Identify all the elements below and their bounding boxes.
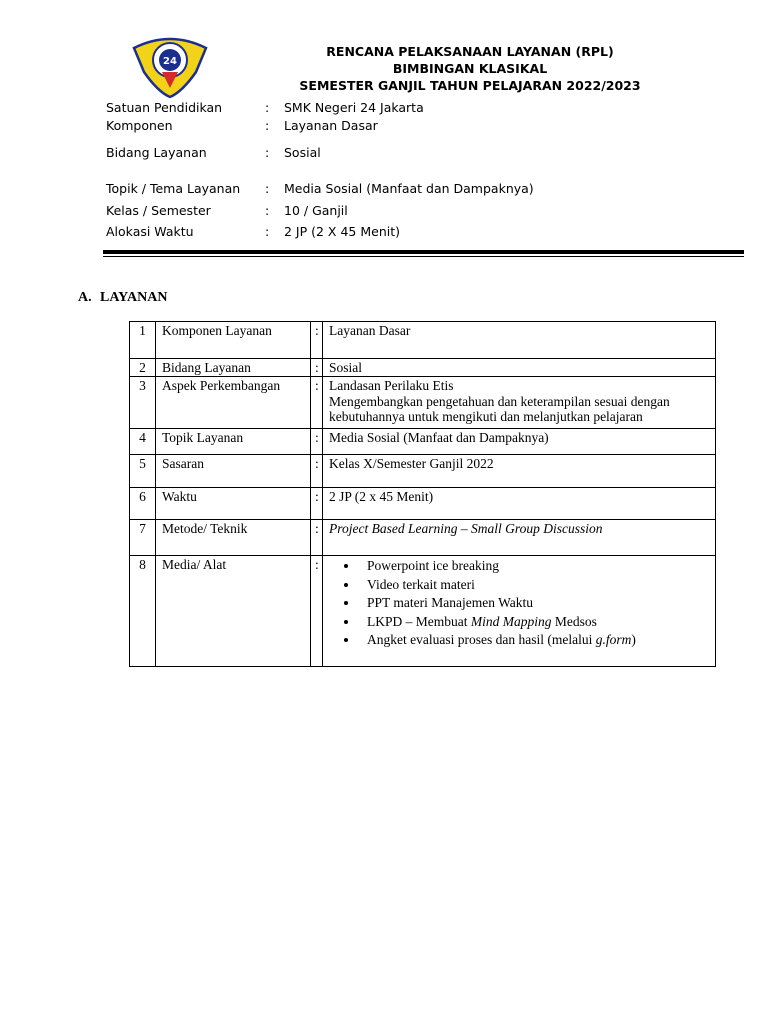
info-value: Layanan Dasar — [284, 118, 378, 133]
item-emphasis: g.form — [595, 632, 632, 647]
row-value: Kelas X/Semester Ganjil 2022 — [323, 455, 716, 488]
row-number: 3 — [130, 377, 156, 429]
list-item: • Video terkait materi — [359, 576, 709, 595]
row-number: 6 — [130, 488, 156, 520]
media-list — [329, 557, 709, 650]
document-title-line2: BIMBINGAN KLASIKAL — [392, 61, 548, 76]
table-row — [130, 455, 716, 488]
info-colon: : — [265, 203, 270, 218]
info-colon: : — [265, 145, 270, 160]
row-colon: : — [311, 429, 323, 455]
item-text: LKPD – Membuat — [367, 613, 471, 629]
info-value: Media Sosial (Manfaat dan Dampaknya) — [284, 181, 534, 196]
item-text: ) — [631, 632, 636, 647]
layanan-table — [129, 321, 716, 667]
row-colon: : — [311, 322, 323, 359]
row-value: Media Sosial (Manfaat dan Dampaknya) — [323, 429, 716, 455]
row-colon: : — [311, 520, 323, 556]
row-value — [323, 556, 716, 667]
document-title-line3: SEMESTER GANJIL TAHUN PELAJARAN 2022/2023 — [299, 78, 641, 93]
row-label: Aspek Perkembangan — [156, 377, 311, 429]
school-logo — [132, 32, 208, 98]
row-label: Metode/ Teknik — [156, 520, 311, 556]
info-label: Topik / Tema Layanan — [106, 181, 241, 196]
table-row — [130, 556, 716, 667]
table-row — [130, 322, 716, 359]
row-value: 2 JP (2 x 45 Menit) — [323, 488, 716, 520]
row-value: Project Based Learning – Small Group Discussion — [323, 520, 716, 556]
row-label: Bidang Layanan — [156, 359, 311, 377]
info-value: Sosial — [284, 145, 321, 160]
list-item — [359, 631, 709, 650]
list-item: • PPT materi Manajemen Waktu — [359, 594, 709, 613]
document-title-line1: RENCANA PELAKSANAAN LAYANAN (RPL) — [326, 44, 614, 59]
info-colon: : — [265, 100, 270, 115]
info-colon: : — [265, 181, 270, 196]
row-number: 7 — [130, 520, 156, 556]
table-row — [130, 377, 716, 429]
header-divider-thin — [103, 256, 744, 257]
header-divider-thick — [103, 250, 744, 254]
list-item: • Powerpoint ice breaking — [359, 557, 709, 576]
info-label: Kelas / Semester — [106, 203, 211, 218]
section-heading — [78, 290, 167, 306]
row-number: 1 — [130, 322, 156, 359]
info-label: Komponen — [106, 118, 173, 133]
item-text: Medsos — [551, 613, 597, 629]
info-value: 2 JP (2 X 45 Menit) — [284, 224, 400, 239]
info-value: 10 / Ganjil — [284, 203, 348, 218]
row-value: Layanan Dasar — [323, 322, 716, 359]
table-row — [130, 520, 716, 556]
info-label: Bidang Layanan — [106, 145, 207, 160]
list-item — [359, 613, 709, 632]
row-label: Komponen Layanan — [156, 322, 311, 359]
logo-number: 24 — [163, 56, 177, 67]
row-colon: : — [311, 455, 323, 488]
section-letter: A. — [78, 290, 92, 305]
row-number: 2 — [130, 359, 156, 377]
info-colon: : — [265, 224, 270, 239]
row-label: Sasaran — [156, 455, 311, 488]
row-value: Sosial — [323, 359, 716, 377]
row-label: Waktu — [156, 488, 311, 520]
table-row — [130, 359, 716, 377]
row-colon: : — [311, 359, 323, 377]
row-value — [323, 377, 716, 429]
aspect-description: Mengembangkan pengetahuan dan keterampilan sesuai dengan kebutuhannya untuk mengikuti dan melanjutkan pelajaran — [329, 393, 670, 424]
info-label: Alokasi Waktu — [106, 224, 194, 239]
item-emphasis: Mind Mapping — [470, 613, 552, 629]
info-label: Satuan Pendidikan — [106, 100, 223, 115]
table-row — [130, 488, 716, 520]
row-label: Topik Layanan — [156, 429, 311, 455]
row-number: 8 — [130, 556, 156, 667]
row-number: 5 — [130, 455, 156, 488]
row-colon: : — [311, 556, 323, 667]
table-row — [130, 429, 716, 455]
row-number: 4 — [130, 429, 156, 455]
info-colon: : — [265, 118, 270, 133]
row-label: Media/ Alat — [156, 556, 311, 667]
item-text: Angket evaluasi proses dan hasil (melalui — [367, 632, 596, 647]
info-value: SMK Negeri 24 Jakarta — [284, 100, 424, 115]
row-colon: : — [311, 488, 323, 520]
row-colon: : — [311, 377, 323, 429]
section-title: LAYANAN — [100, 290, 168, 305]
aspect-title: Landasan Perilaku Etis — [329, 378, 454, 393]
